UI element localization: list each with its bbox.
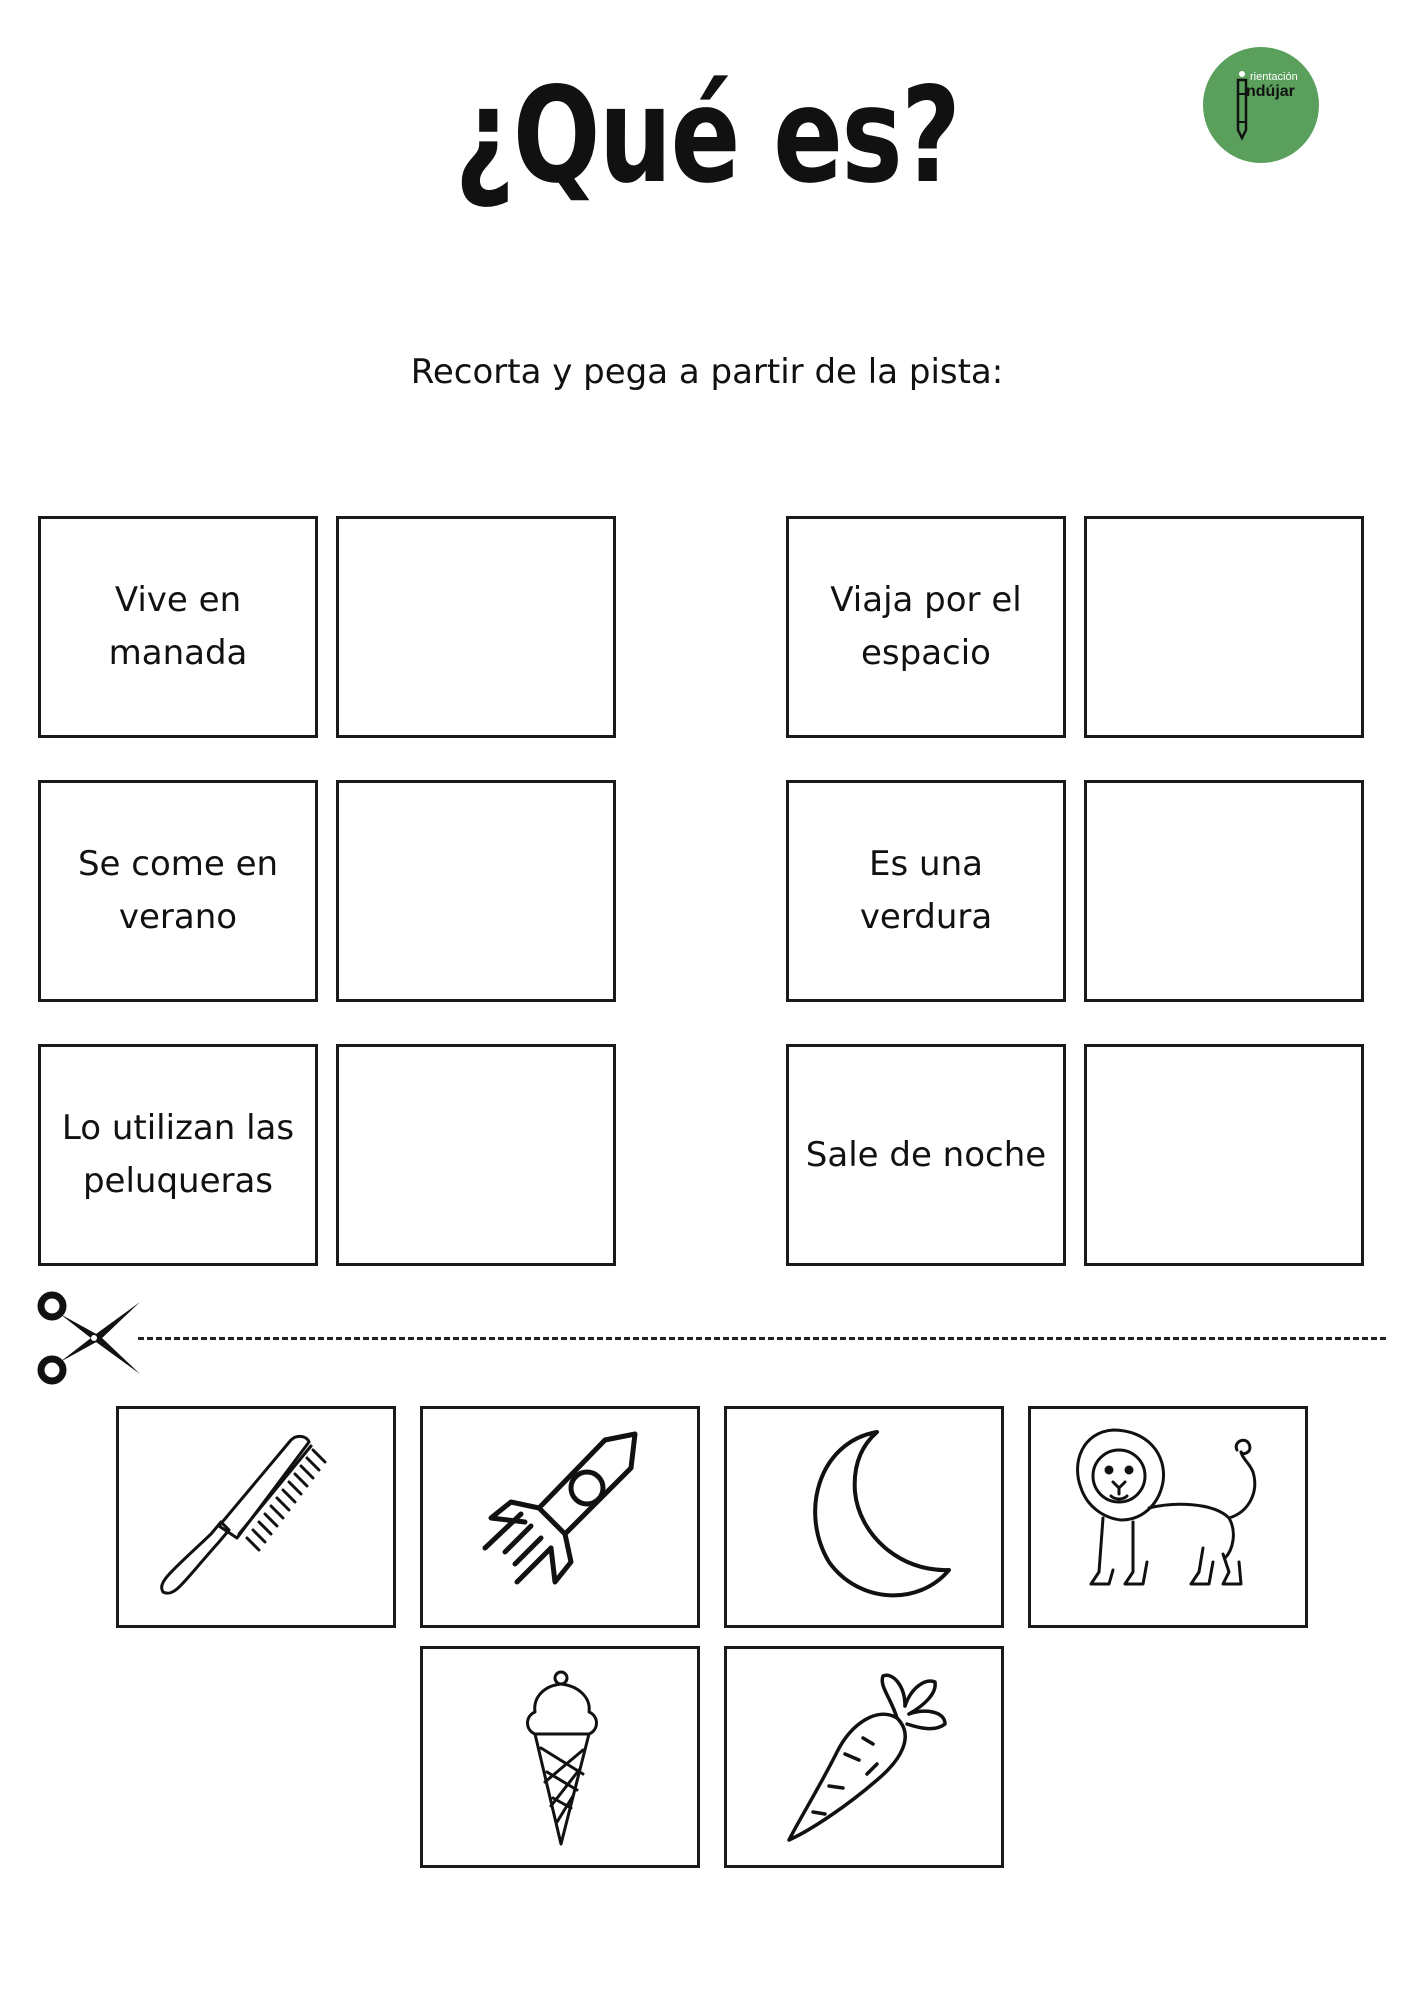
comb-icon: [151, 1422, 361, 1612]
clue-line: espacio: [860, 633, 991, 673]
cutout-comb[interactable]: [116, 1406, 396, 1628]
clue-line: manada: [108, 633, 248, 673]
clue-box-3: [38, 780, 318, 1002]
paste-box-2[interactable]: [1084, 516, 1364, 738]
clue-line: Se come en: [77, 844, 279, 885]
clue-line: peluqueras: [82, 1161, 274, 1201]
paste-box-5[interactable]: [336, 1044, 616, 1266]
ice-cream-icon: [455, 1662, 665, 1852]
rocket-icon: [455, 1422, 665, 1612]
orientacion-andujar-logo: [1202, 46, 1320, 164]
clue-line: verano: [118, 897, 238, 937]
clue-box-1: [38, 516, 318, 738]
cutout-moon[interactable]: [724, 1406, 1004, 1628]
clue-box-6: [786, 1044, 1066, 1266]
cutout-rocket[interactable]: [420, 1406, 700, 1628]
lion-icon: [1063, 1422, 1273, 1612]
cut-line: [138, 1337, 1386, 1340]
clue-line: Sale de noche: [805, 1134, 1047, 1175]
clue-line: Es una verdura: [859, 844, 993, 937]
paste-box-3[interactable]: [336, 780, 616, 1002]
clue-line: Viaja por el: [830, 580, 1022, 621]
logo-line1: rientación: [1250, 71, 1298, 83]
clue-box-5: [38, 1044, 318, 1266]
paste-box-1[interactable]: [336, 516, 616, 738]
scissors-icon: [36, 1290, 142, 1386]
paste-box-4[interactable]: [1084, 780, 1364, 1002]
cutout-lion[interactable]: [1028, 1406, 1308, 1628]
paste-box-6[interactable]: [1084, 1044, 1364, 1266]
clue-line: Vive en: [114, 580, 242, 621]
cutout-carrot[interactable]: [724, 1646, 1004, 1868]
page-title: ¿Qué es?: [454, 59, 960, 213]
logo-line2: ndújar: [1246, 83, 1295, 100]
cutout-ice-cream[interactable]: [420, 1646, 700, 1868]
clue-box-2: [786, 516, 1066, 738]
clue-box-4: [786, 780, 1066, 1002]
clue-line: Lo utilizan las: [61, 1108, 295, 1149]
carrot-icon: [759, 1662, 969, 1852]
instruction-text: Recorta y pega a partir de la pista:: [410, 352, 1004, 392]
moon-icon: [759, 1422, 969, 1612]
